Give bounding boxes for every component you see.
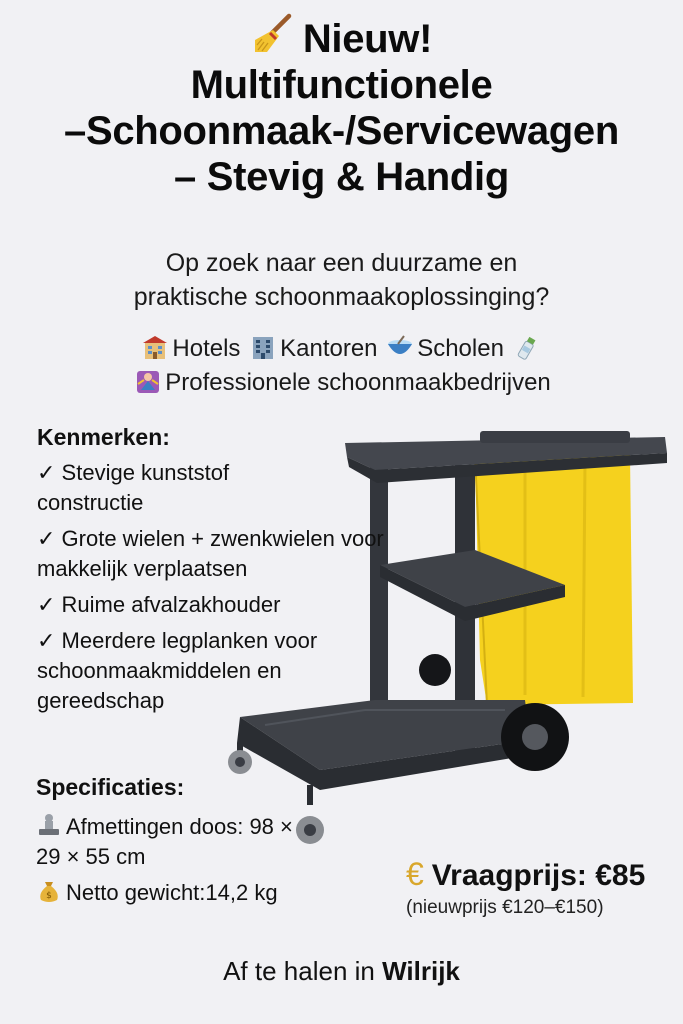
- feature-item: ✓ Meerdere legplanken voor schoonmaakmiddelen en gereedschap: [37, 628, 318, 713]
- pickup-location: Af te halen in Wilrijk: [223, 956, 460, 986]
- sector-row-1: [0, 332, 683, 366]
- svg-text:$: $: [46, 891, 52, 901]
- money-bag-icon: [36, 879, 62, 903]
- page-title: [0, 12, 683, 200]
- euro-icon: €: [406, 856, 424, 892]
- broom-icon: [251, 12, 295, 56]
- intro-line-2: praktische schoonmaakoplossinging?: [133, 283, 550, 311]
- asking-price: € Vraagprijs: €85: [406, 856, 646, 892]
- cleaning-company-icon: [134, 368, 162, 394]
- sector-professional: Professionele schoonmaakbedrijven: [165, 369, 551, 396]
- intro-text: [0, 246, 683, 314]
- new-price-note: (nieuwprijs €120–€150): [406, 897, 604, 918]
- title-line-1: Nieuw!: [0, 12, 683, 62]
- hotel-icon: [141, 334, 169, 360]
- intro-line-1: Op zoek naar een duurzame en: [165, 249, 518, 277]
- features-section: [37, 422, 397, 722]
- sector-hotels: Hotels: [172, 335, 241, 362]
- spec-weight: $ Netto gewicht:14,2 kg: [36, 878, 366, 908]
- specs-heading: Specificaties:: [36, 774, 185, 800]
- title-line-3: –Schoonmaak-/Servicewagen: [64, 109, 619, 153]
- bowl-icon: [386, 334, 414, 360]
- stamp-icon: [36, 813, 62, 837]
- sector-kantoren: Kantoren: [280, 335, 378, 362]
- title-line-2: Multifunctionele: [190, 63, 493, 107]
- title-line-4: – Stevig & Handig: [174, 155, 509, 199]
- features-heading: Kenmerken:: [37, 424, 170, 450]
- sector-list: [0, 332, 683, 400]
- spray-bottle-icon: [513, 334, 541, 360]
- feature-item: ✓ Stevige kunststof constructie: [37, 460, 230, 515]
- spec-dimensions: Afmettingen doos: 98 × 29 × 55 cm: [36, 814, 293, 869]
- office-building-icon: [249, 334, 277, 360]
- specs-section: [36, 772, 366, 914]
- feature-item: ✓ Grote wielen + zwenkwielen voor makkelijk verplaatsen: [37, 526, 384, 581]
- price-block: [406, 856, 678, 919]
- pickup-city: Wilrijk: [382, 956, 460, 986]
- feature-item: ✓ Ruime afvalzakhouder: [37, 592, 281, 617]
- sector-row-2: [0, 366, 683, 400]
- sector-scholen: Scholen: [417, 335, 504, 362]
